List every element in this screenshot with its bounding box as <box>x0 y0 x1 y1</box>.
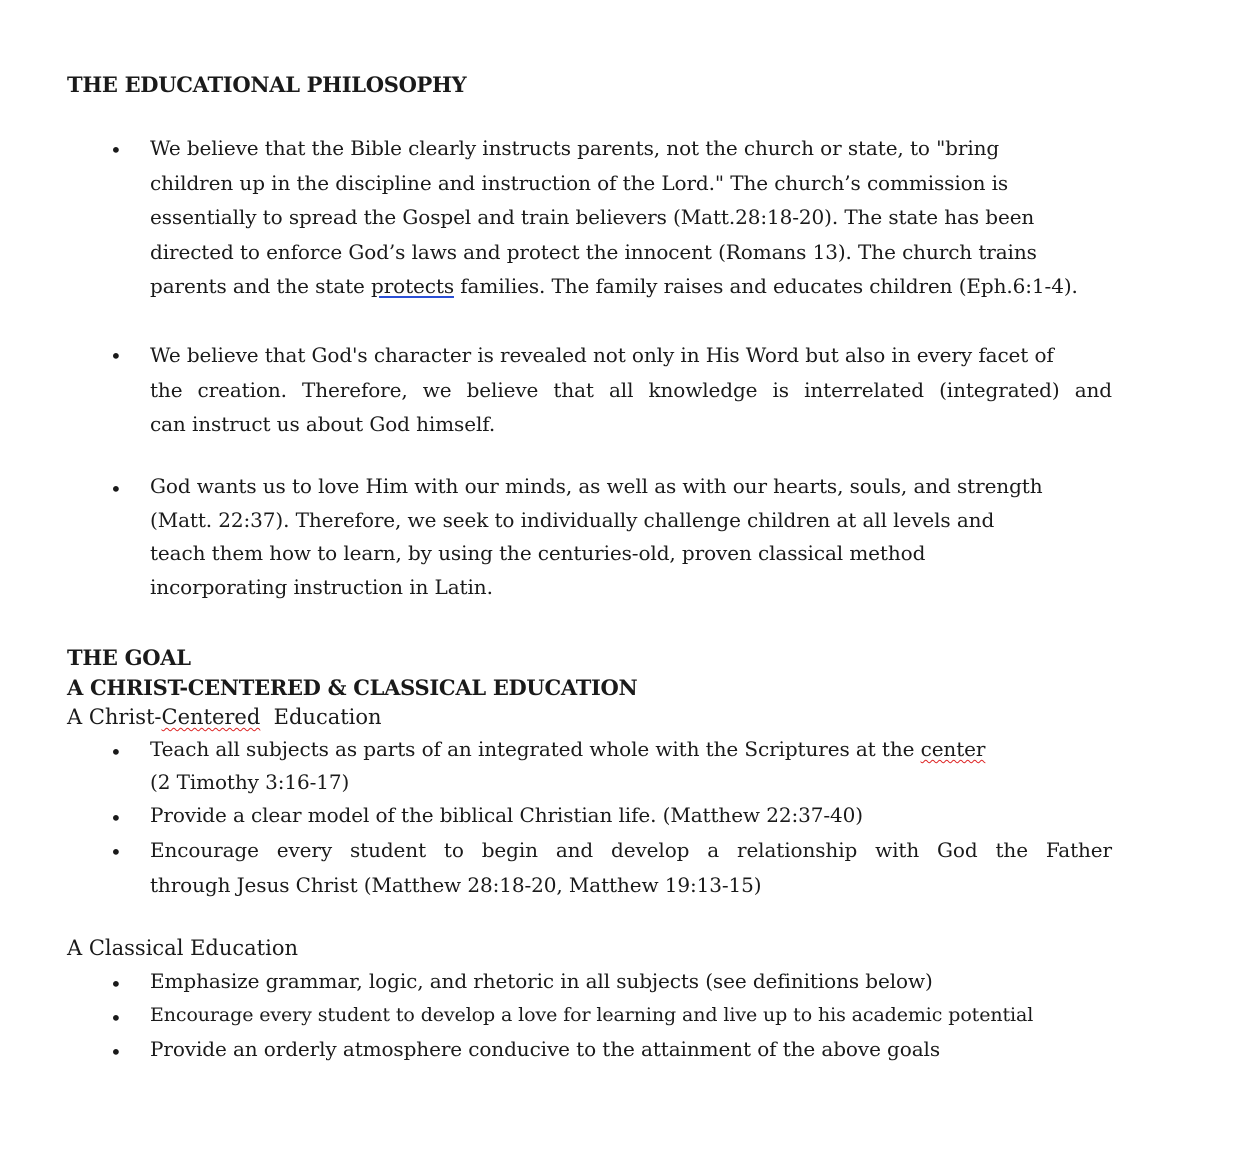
classical-item-1 <box>150 965 933 998</box>
spelling-marked-word[interactable]: Centered <box>161 705 261 729</box>
paragraph-line: through Jesus Christ (Matthew 28:18-20, Matthew 19:13-15) <box>150 873 762 897</box>
bullet-icon: • <box>110 740 122 764</box>
section-heading-educational-philosophy: THE EDUCATIONAL PHILOSOPHY <box>67 72 467 97</box>
philosophy-paragraph-1 <box>150 131 1090 304</box>
paragraph-line: can instruct us about God himself. <box>150 412 496 436</box>
paragraph-line: (Matt. 22:37). Therefore, we seek to individually challenge children at all levels and <box>150 507 995 532</box>
paragraph-line: Emphasize grammar, logic, and rhetoric in all subjects (see definitions below) <box>150 969 933 993</box>
paragraph-line <box>150 269 1090 304</box>
classical-item-3 <box>150 1033 940 1066</box>
text-span: Teach all subjects as parts of an integrated whole with the Scriptures at the <box>150 737 921 761</box>
text-span: Education <box>260 705 382 729</box>
paragraph-line: essentially to spread the Gospel and train believers (Matt.28:18-20). The state has been <box>150 205 1035 229</box>
text-span: families. The family raises and educates children (Eph.6:1-4). <box>453 274 1078 298</box>
bullet-icon: • <box>110 1006 122 1030</box>
paragraph-line: teach them how to learn, by using the centuries-old, proven classical method <box>150 541 926 565</box>
classical-education-label: A Classical Education <box>67 936 298 960</box>
bullet-icon: • <box>110 1040 122 1064</box>
bullet-icon: • <box>110 344 122 368</box>
paragraph-line: incorporating instruction in Latin. <box>150 574 493 599</box>
paragraph-line: directed to enforce God’s laws and protect the innocent (Romans 13). The church trains <box>150 239 1037 264</box>
bullet-icon: • <box>110 477 122 501</box>
grammar-marked-word[interactable]: protects <box>371 274 454 298</box>
christ-centered-item-3 <box>150 833 1112 903</box>
christ-centered-item-2 <box>150 799 863 832</box>
paragraph-line: Encourage every student to develop a love for learning and live up to his academic potential <box>150 1004 1034 1026</box>
christ-centered-education-label <box>67 705 382 729</box>
philosophy-paragraph-3 <box>150 470 1090 604</box>
classical-item-2 <box>150 999 1033 1032</box>
section-subheading-christ-centered-classical: A CHRIST-CENTERED & CLASSICAL EDUCATION <box>67 675 638 700</box>
spelling-marked-word[interactable]: center <box>920 737 986 761</box>
paragraph-line: God wants us to love Him with our minds, as well as with our hearts, souls, and strength <box>150 474 1043 498</box>
paragraph-line: We believe that God's character is revealed not only in His Word but also in every facet of <box>150 343 1054 367</box>
paragraph-line: the creation. Therefore, we believe that all knowledge is interrelated (integrated) and <box>150 377 1112 402</box>
paragraph-line: Encourage every student to begin and develop a relationship with God the Father <box>150 838 1112 862</box>
paragraph-line: Provide a clear model of the biblical Christian life. (Matthew 22:37-40) <box>150 803 863 827</box>
christ-centered-item-1 <box>150 733 985 799</box>
bullet-icon: • <box>110 138 122 162</box>
section-heading-goal: THE GOAL <box>67 645 191 670</box>
bullet-icon: • <box>110 972 122 996</box>
text-span: A Christ- <box>67 705 162 729</box>
text-span: parents and the state <box>150 274 371 298</box>
paragraph-line: We believe that the Bible clearly instructs parents, not the church or state, to "bring <box>150 136 1000 160</box>
philosophy-paragraph-2 <box>150 338 1112 442</box>
paragraph-line: children up in the discipline and instruction of the Lord." The church’s commission is <box>150 170 1009 195</box>
paragraph-line: Provide an orderly atmosphere conducive to the attainment of the above goals <box>150 1037 940 1061</box>
paragraph-line: (2 Timothy 3:16-17) <box>150 770 350 794</box>
bullet-icon: • <box>110 840 122 864</box>
paragraph-line <box>150 733 985 766</box>
bullet-icon: • <box>110 806 122 830</box>
